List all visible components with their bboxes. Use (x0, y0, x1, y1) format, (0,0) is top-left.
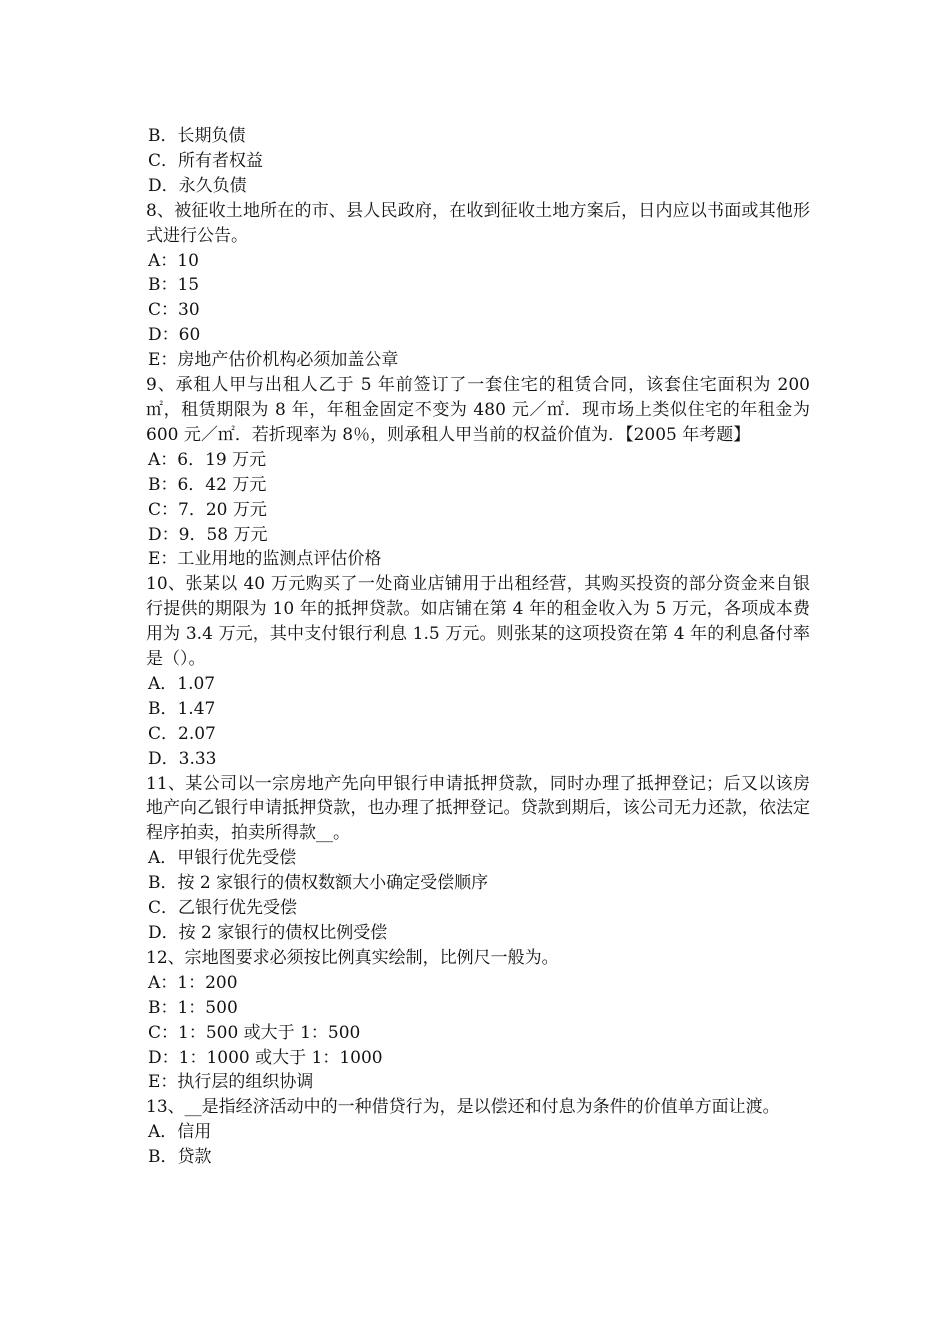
answer-option: B：1：500 (148, 997, 238, 1018)
question-text: 10、张某以 40 万元购买了一处商业店铺用于出租经营，其购买投资的部分资金来自银行提供的期限为 10 年的抵押贷款。如店铺在第 4 年的租金收入为 5 万元，各项成本费用为 3.4 万元，其中支付银行利息 1.5 万元。则张某的这项投资在第 4 年的利息备付率是（）。 (146, 574, 810, 670)
answer-option: C．2.07 (148, 723, 216, 744)
answer-option: C：1：500 或大于 1：500 (148, 1022, 361, 1043)
answer-option: D．3.33 (148, 748, 217, 769)
answer-option: A．1.07 (148, 673, 216, 694)
answer-option: D．按 2 家银行的债权比例受偿 (148, 923, 388, 943)
question-text: 9、承租人甲与出租人乙于 5 年前签订了一套住宅的租赁合同，该套住宅面积为 200㎡，租赁期限为 8 年，年租金固定不变为 480 元／㎡．现市场上类似住宅的年租金为 600 元／㎡．若折现率为 8％，则承租人甲当前的权益价值为．【2005 年考题】 (146, 375, 810, 445)
answer-option: B．按 2 家银行的债权数额大小确定受偿顺序 (148, 873, 489, 894)
question-text: 13、__是指经济活动中的一种借贷行为，是以偿还和付息为条件的价值单方面让渡。 (146, 1097, 780, 1118)
answer-option: D：9．58 万元 (148, 524, 268, 545)
answer-option: C：7．20 万元 (148, 499, 267, 520)
answer-option: E：房地产估价机构必须加盖公章 (148, 350, 399, 371)
answer-option: E：执行层的组织协调 (148, 1072, 314, 1093)
answer-option: A．甲银行优先受偿 (148, 848, 297, 869)
answer-option: D．永久负债 (148, 175, 247, 196)
exam-question-list (146, 124, 810, 1170)
answer-option: B：6．42 万元 (148, 474, 267, 495)
answer-option: C．乙银行优先受偿 (148, 898, 298, 919)
question-text: 8、被征收土地所在的市、县人民政府，在收到征收土地方案后，日内应以书面或其他形式进行公告。 (146, 200, 810, 246)
answer-option: D：60 (148, 325, 201, 346)
question-text: 11、某公司以一宗房地产先向甲银行申请抵押贷款，同时办理了抵押登记；后又以该房地产向乙银行申请抵押贷款，也办理了抵押登记。贷款到期后，该公司无力还款，依法定程序拍卖，拍卖所得款__。 (146, 773, 810, 844)
answer-option: B．1.47 (148, 698, 216, 719)
answer-option: B：15 (148, 275, 200, 296)
answer-option: A：6．19 万元 (148, 449, 267, 470)
question-text: 12、宗地图要求必须按比例真实绘制，比例尺一般为。 (146, 947, 559, 968)
answer-option: D：1：1000 或大于 1：1000 (148, 1047, 383, 1068)
answer-option: C：30 (148, 300, 200, 321)
answer-option: A．信用 (148, 1122, 212, 1143)
answer-option: A：1：200 (148, 972, 238, 993)
answer-option: C．所有者权益 (148, 150, 264, 171)
answer-option: A：10 (148, 250, 199, 271)
answer-option: B．长期负债 (148, 126, 246, 146)
answer-option: E：工业用地的监测点评估价格 (148, 549, 382, 570)
answer-option: B．贷款 (148, 1147, 212, 1168)
